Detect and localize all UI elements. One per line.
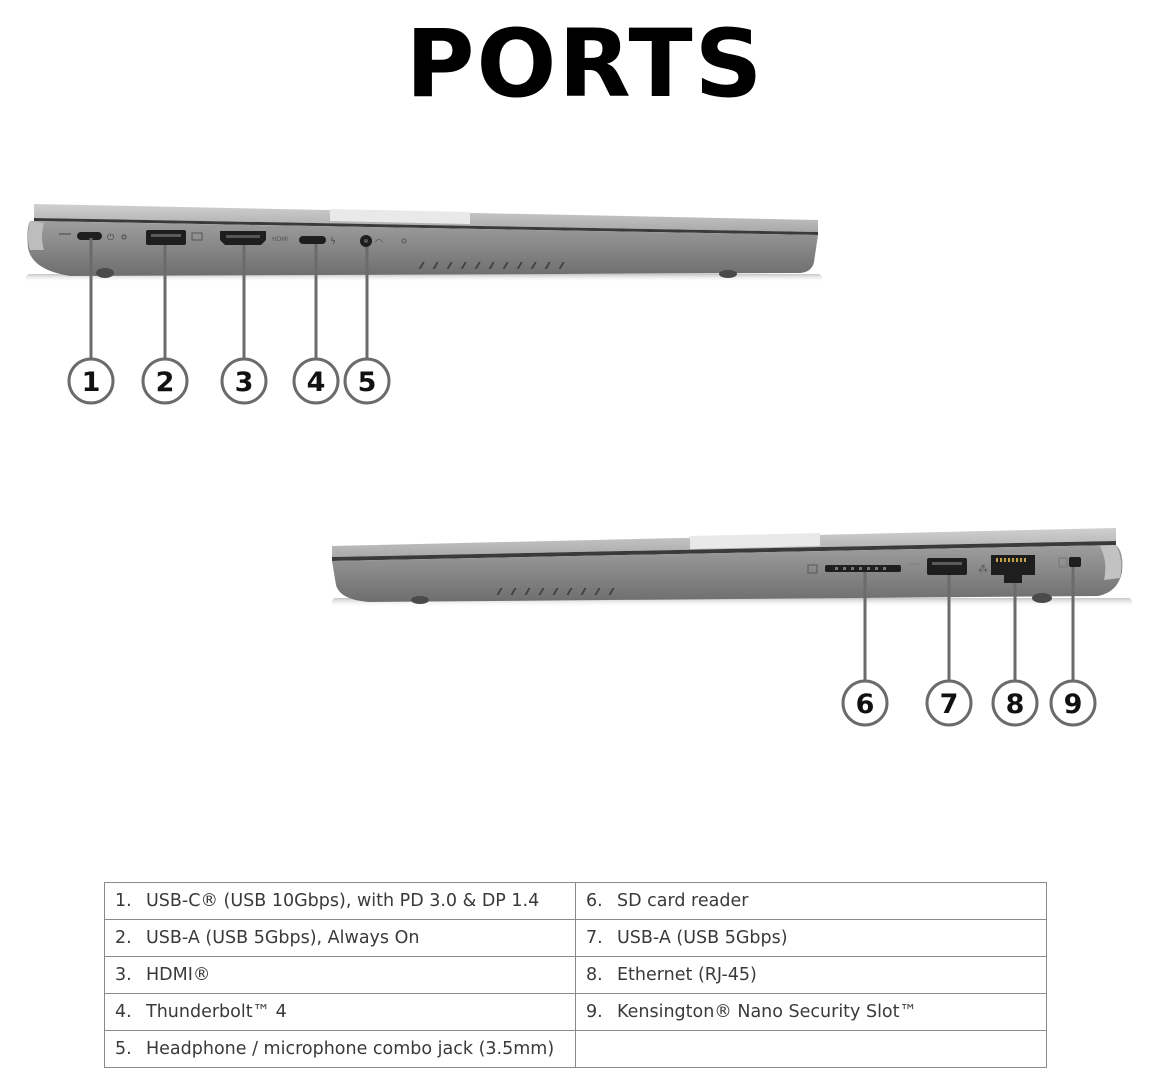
table-row — [105, 883, 1047, 920]
item-text: SD card reader — [617, 891, 749, 911]
callout-number: 3 — [234, 367, 254, 398]
callout-5 — [345, 359, 389, 403]
table-cell — [576, 1031, 1047, 1068]
hdmi-label: HDMI — [272, 236, 289, 243]
callout-number: 1 — [81, 367, 101, 398]
callout-number: 6 — [855, 689, 875, 720]
item-number: 6. — [586, 891, 603, 911]
item-text: HDMI® — [146, 965, 211, 985]
page-title: PORTS — [405, 10, 765, 119]
callout-2 — [143, 359, 187, 403]
table-row — [105, 957, 1047, 994]
callout-lines — [91, 238, 1073, 680]
svg-text:⁂: ⁂ — [978, 564, 988, 575]
table-cell — [576, 920, 1047, 957]
svg-text:⏻: ⏻ — [107, 233, 115, 243]
item-text: Kensington® Nano Security Slot™ — [617, 1002, 918, 1022]
table-cell — [105, 994, 576, 1031]
item-number: 8. — [586, 965, 603, 985]
table-cell — [576, 994, 1047, 1031]
item-number: 3. — [115, 965, 132, 985]
item-text: USB-A (USB 5Gbps) — [617, 928, 788, 948]
table-cell — [105, 920, 576, 957]
callout-1 — [69, 359, 113, 403]
item-number: 5. — [115, 1039, 132, 1059]
callout-number: 4 — [306, 367, 326, 398]
callout-9 — [1051, 681, 1095, 725]
callout-number: 9 — [1063, 689, 1083, 720]
item-text: Thunderbolt™ 4 — [146, 1002, 287, 1022]
item-text: Ethernet (RJ-45) — [617, 965, 757, 985]
callout-number: 2 — [155, 367, 175, 398]
ports-table — [104, 882, 1047, 1068]
callout-number: 7 — [939, 689, 959, 720]
callout-3 — [222, 359, 266, 403]
callout-8 — [993, 681, 1037, 725]
item-number: 4. — [115, 1002, 132, 1022]
item-number: 2. — [115, 928, 132, 948]
callout-6 — [843, 681, 887, 725]
svg-text:◠: ◠ — [375, 238, 383, 248]
item-text: Headphone / microphone combo jack (3.5mm) — [146, 1039, 555, 1059]
item-text: USB-A (USB 5Gbps), Always On — [146, 928, 420, 948]
svg-text:ϟ: ϟ — [330, 237, 336, 247]
table-cell — [105, 1031, 576, 1068]
table-row — [105, 920, 1047, 957]
item-number: 1. — [115, 891, 132, 911]
callout-number: 8 — [1005, 689, 1025, 720]
table-cell — [576, 957, 1047, 994]
item-text: USB-C® (USB 10Gbps), with PD 3.0 & DP 1.4 — [146, 891, 540, 911]
table-cell — [576, 883, 1047, 920]
laptop-left-side — [26, 204, 822, 282]
table-cell — [105, 957, 576, 994]
callout-7 — [927, 681, 971, 725]
table-cell — [105, 883, 576, 920]
table-row — [105, 994, 1047, 1031]
laptop-right-side — [332, 528, 1132, 607]
table-row — [105, 1031, 1047, 1068]
callout-4 — [294, 359, 338, 403]
callout-number: 5 — [357, 367, 377, 398]
item-number: 9. — [586, 1002, 603, 1022]
item-number: 7. — [586, 928, 603, 948]
